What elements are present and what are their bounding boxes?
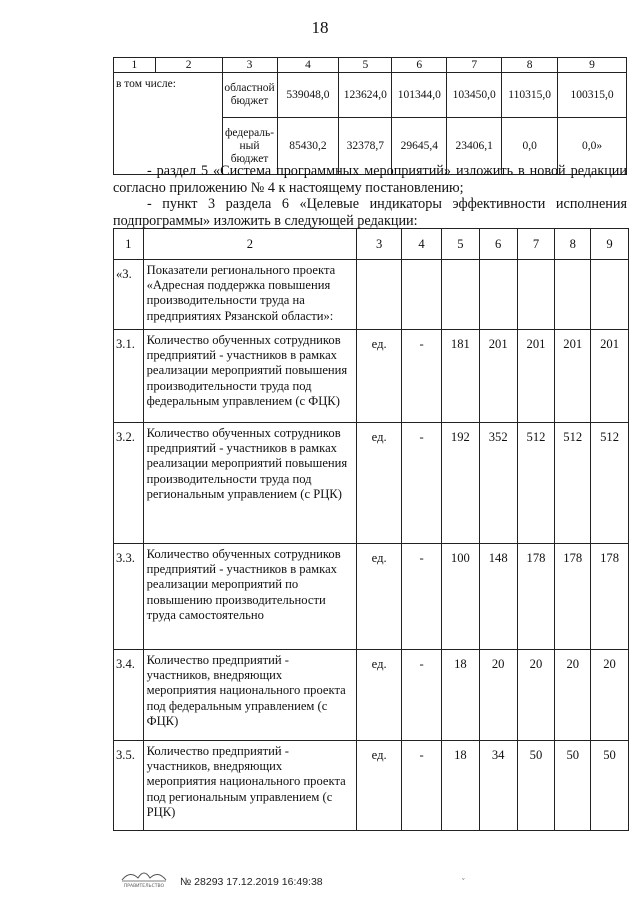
table-cell: 18: [441, 650, 479, 741]
header-cell: 7: [447, 58, 502, 73]
header-cell: 6: [479, 229, 517, 260]
table-cell: 20: [517, 650, 555, 741]
header-cell: 8: [502, 58, 558, 73]
table-cell: 201: [479, 330, 517, 423]
budget-source: федераль-ный бюджет: [222, 118, 277, 175]
table-cell: 181: [441, 330, 479, 423]
table-cell: [479, 260, 517, 330]
table-row-heading: [114, 260, 629, 330]
table-cell: 178: [591, 544, 629, 650]
header-cell: 9: [558, 58, 627, 73]
paragraph-section-6: [113, 196, 627, 230]
table-cell: [402, 260, 442, 330]
indicator-table-header: [114, 229, 629, 260]
page-number: 18: [311, 18, 329, 37]
table-cell: -: [402, 330, 442, 423]
table-cell: 34: [479, 741, 517, 831]
table-cell: 192: [441, 423, 479, 544]
table-cell: [555, 260, 591, 330]
paragraph-text: - пункт 3 раздела 6 «Целевые индикаторы эффективности исполнения подпрограммы» изложить в следующей редакции:: [113, 196, 627, 229]
table-cell: 29645,4: [392, 118, 447, 175]
header-cell: 4: [402, 229, 442, 260]
row-number: 3.1.: [114, 330, 144, 423]
row-description: Количество обученных сотрудников предприятий - участников в рамках реализации мероприятий повышения производительности труда под региональным управлением (с РЦК): [143, 423, 357, 544]
unit-cell: ед.: [357, 650, 402, 741]
logo-text: ПРАВИТЕЛЬСТВО: [123, 884, 165, 888]
table-cell: 50: [591, 741, 629, 831]
table-row: [114, 330, 629, 423]
table-row: [114, 741, 629, 831]
header-cell: 6: [392, 58, 447, 73]
table-cell: 123624,0: [339, 73, 392, 118]
table-row: [114, 650, 629, 741]
table-cell: 101344,0: [392, 73, 447, 118]
table-cell: -: [402, 741, 442, 831]
header-cell: 5: [339, 58, 392, 73]
table-cell: 201: [591, 330, 629, 423]
header-cell: 9: [591, 229, 629, 260]
table-cell: 178: [555, 544, 591, 650]
table-cell: -: [402, 544, 442, 650]
unit-cell: ед.: [357, 741, 402, 831]
table-cell: 18: [441, 741, 479, 831]
row-description: Количество обученных сотрудников предприятий - участников в рамках реализации мероприятий по повышению производительности труда самостоятельно: [143, 544, 357, 650]
table-cell: 50: [517, 741, 555, 831]
document-stamp: № 28293 17.12.2019 16:49:38: [180, 876, 323, 888]
table-cell: 23406,1: [447, 118, 502, 175]
table-cell: 110315,0: [502, 73, 558, 118]
table-cell: 50: [555, 741, 591, 831]
scan-mark: ˇ: [462, 877, 465, 886]
budget-table-header: [114, 58, 627, 73]
table-cell: 20: [479, 650, 517, 741]
header-cell: 3: [222, 58, 277, 73]
table-cell: 32378,7: [339, 118, 392, 175]
table-cell: 20: [555, 650, 591, 741]
table-cell: [357, 260, 402, 330]
header-cell: 1: [114, 58, 156, 73]
table-cell: -: [402, 423, 442, 544]
unit-cell: ед.: [357, 330, 402, 423]
row-number: 3.4.: [114, 650, 144, 741]
table-cell: 103450,0: [447, 73, 502, 118]
header-cell: 1: [114, 229, 144, 260]
paragraph-section-5: [113, 163, 627, 197]
table-cell: [517, 260, 555, 330]
table-cell: 0,0: [502, 118, 558, 175]
header-cell: 2: [143, 229, 357, 260]
including-label: в том числе:: [114, 73, 223, 175]
row-description: Показатели регионального проекта «Адресная поддержка повышения производительности труда на предприятиях Рязанской области»:: [143, 260, 357, 330]
indicator-table: [113, 228, 629, 831]
table-cell: 352: [479, 423, 517, 544]
table-cell: 178: [517, 544, 555, 650]
header-cell: 2: [155, 58, 222, 73]
unit-cell: ед.: [357, 544, 402, 650]
row-description: Количество предприятий - участников, внедряющих мероприятия национального проекта под региональным управлением (с РЦК): [143, 741, 357, 831]
table-row: [114, 73, 627, 118]
header-cell: 5: [441, 229, 479, 260]
table-row: [114, 423, 629, 544]
header-cell: 3: [357, 229, 402, 260]
table-cell: -: [402, 650, 442, 741]
row-number: 3.3.: [114, 544, 144, 650]
unit-cell: ед.: [357, 423, 402, 544]
table-cell: 512: [591, 423, 629, 544]
table-cell: 148: [479, 544, 517, 650]
budget-table: [113, 57, 627, 175]
header-cell: 8: [555, 229, 591, 260]
table-cell: 512: [517, 423, 555, 544]
table-cell: [441, 260, 479, 330]
table-cell: 100: [441, 544, 479, 650]
header-cell: 7: [517, 229, 555, 260]
row-number: 3.2.: [114, 423, 144, 544]
row-description: Количество обученных сотрудников предприятий - участников в рамках реализации мероприятий повышения производительности труда под федеральным управлением (с ФЦК): [143, 330, 357, 423]
government-logo: [118, 866, 170, 888]
table-cell: 201: [555, 330, 591, 423]
row-description: Количество предприятий - участников, внедряющих мероприятия национального проекта под федеральным управлением (с ФЦК): [143, 650, 357, 741]
table-cell: 0,0»: [558, 118, 627, 175]
budget-source: областной бюджет: [222, 73, 277, 118]
table-cell: 201: [517, 330, 555, 423]
table-cell: 85430,2: [277, 118, 339, 175]
header-cell: 4: [277, 58, 339, 73]
table-cell: 512: [555, 423, 591, 544]
table-row: [114, 544, 629, 650]
table-cell: 539048,0: [277, 73, 339, 118]
table-cell: 100315,0: [558, 73, 627, 118]
table-cell: 20: [591, 650, 629, 741]
row-number: «3.: [114, 260, 144, 330]
table-cell: [591, 260, 629, 330]
row-number: 3.5.: [114, 741, 144, 831]
paragraph-text: - раздел 5 «Система программных мероприятий» изложить в новой редакции согласно приложению № 4 к настоящему постановлению;: [113, 163, 627, 196]
